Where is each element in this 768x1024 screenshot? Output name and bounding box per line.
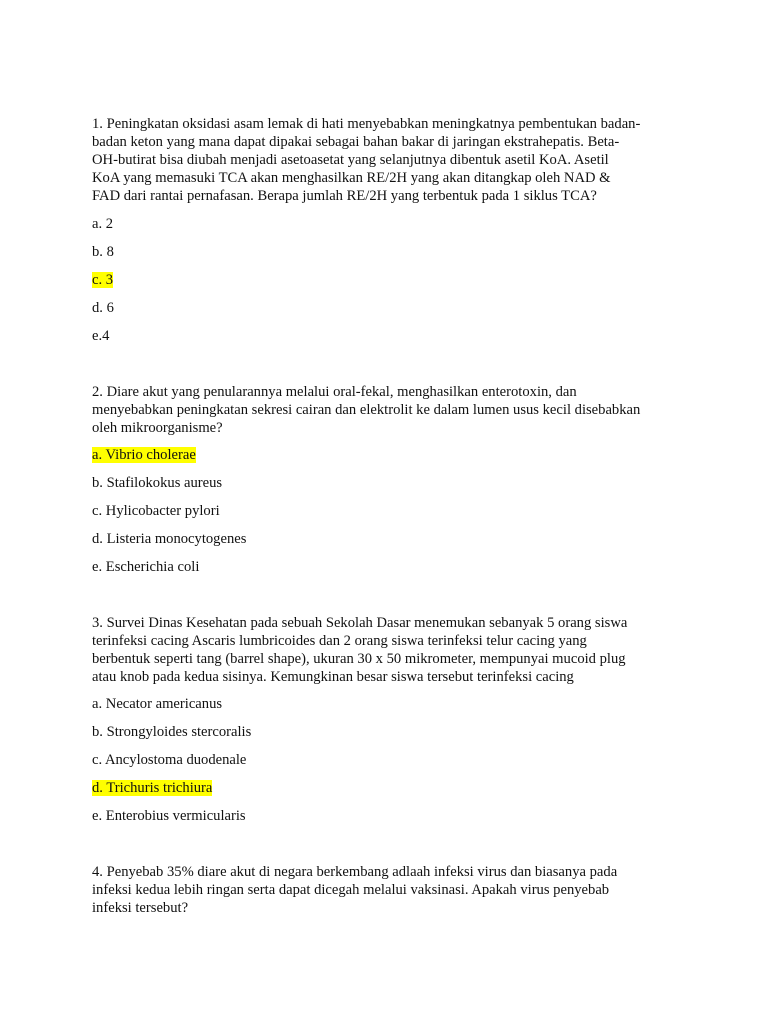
question-1-text: [92, 115, 688, 205]
question-line: infeksi kedua lebih ringan serta dapat dicegah melalui vaksinasi. Apakah virus penyebab: [92, 882, 610, 898]
question-line: badan keton yang mana dapat dipakai sebagai bahan bakar di jaringan ekstrahepatis. Beta-: [92, 134, 620, 150]
q2-option-e: e. Escherichia coli: [92, 559, 200, 575]
q3-option-a: a. Necator americanus: [92, 696, 223, 712]
question-line: 4. Penyebab 35% diare akut di negara berkembang adlaah infeksi virus dan biasanya pada: [92, 864, 618, 880]
q3-option-c: c. Ancylostoma duodenale: [92, 752, 247, 768]
highlighted-answer: d. Trichuris trichiura: [92, 780, 213, 796]
q2-option-d: d. Listeria monocytogenes: [92, 531, 247, 547]
q3-option-b: b. Strongyloides stercoralis: [92, 724, 252, 740]
q2-option-a-answer: [92, 446, 196, 464]
question-line: KoA yang memasuki TCA akan menghasilkan RE/2H yang akan ditangkap oleh NAD &: [92, 170, 611, 186]
q1-option-d: d. 6: [92, 300, 114, 316]
question-line: terinfeksi cacing Ascaris lumbricoides dan 2 orang siswa terinfeksi telur cacing yang: [92, 633, 587, 649]
q1-option-b: b. 8: [92, 244, 114, 260]
question-2-text: [92, 383, 688, 437]
question-line: oleh mikroorganisme?: [92, 420, 223, 436]
q3-option-d-answer: [92, 779, 212, 797]
question-line: 2. Diare akut yang penularannya melalui oral-fekal, menghasilkan enterotoxin, dan: [92, 384, 577, 400]
question-line: 1. Peningkatan oksidasi asam lemak di hati menyebabkan meningkatnya pembentukan badan-: [92, 116, 641, 132]
q2-option-b: b. Stafilokokus aureus: [92, 475, 223, 491]
question-4-text: [92, 863, 688, 917]
highlighted-answer: c. 3: [92, 272, 114, 288]
question-line: berbentuk seperti tang (barrel shape), ukuran 30 x 50 mikrometer, mempunyai mucoid plug: [92, 651, 626, 667]
question-line: OH-butirat bisa diubah menjadi asetoasetat yang selanjutnya dibentuk asetil KoA. Asetil: [92, 152, 609, 168]
question-line: atau knob pada kedua sisinya. Kemungkinan besar siswa tersebut terinfeksi cacing: [92, 669, 574, 685]
q1-option-e: e.4: [92, 328, 110, 344]
q1-option-a: a. 2: [92, 216, 114, 232]
question-3-text: [92, 614, 688, 686]
question-line: FAD dari rantai pernafasan. Berapa jumlah RE/2H yang terbentuk pada 1 siklus TCA?: [92, 188, 597, 204]
q3-option-e: e. Enterobius vermicularis: [92, 808, 246, 824]
question-line: menyebabkan peningkatan sekresi cairan dan elektrolit ke dalam lumen usus kecil disebabkan: [92, 402, 641, 418]
question-line: 3. Survei Dinas Kesehatan pada sebuah Sekolah Dasar menemukan sebanyak 5 orang siswa: [92, 615, 628, 631]
q1-option-c-answer: [92, 271, 113, 289]
highlighted-answer: a. Vibrio cholerae: [92, 447, 196, 463]
q2-option-c: c. Hylicobacter pylori: [92, 503, 220, 519]
question-line: infeksi tersebut?: [92, 900, 189, 916]
